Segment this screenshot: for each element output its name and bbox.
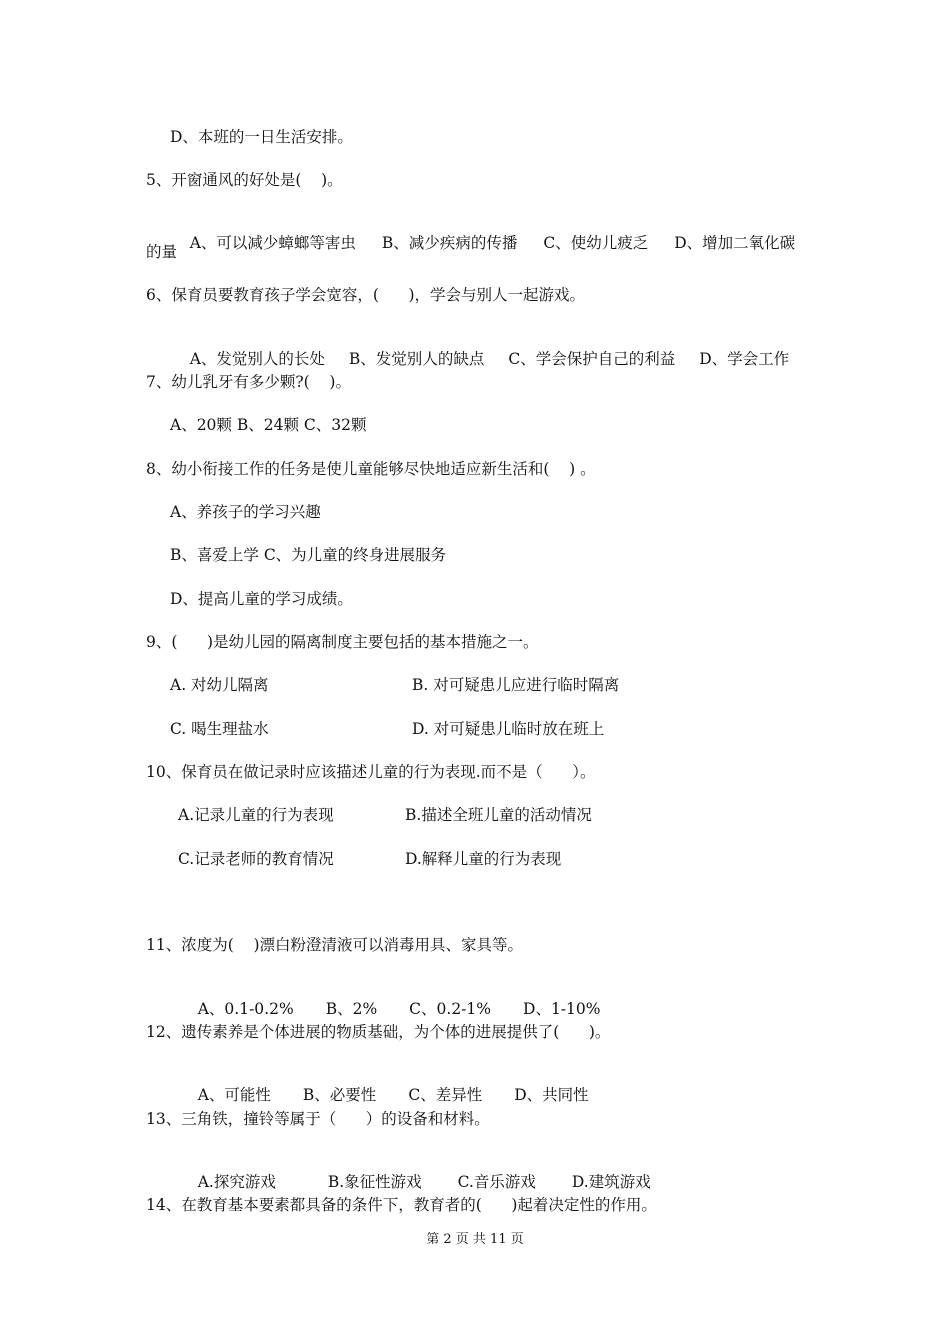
q5-option-b: B、减少疾病的传播 (381, 234, 518, 252)
q10-option-c: C.记录老师的教育情况 (178, 850, 334, 868)
q9-option-c: C. 喝生理盐水 (170, 720, 269, 738)
page-footer: 第 2 页 共 11 页 (426, 1232, 524, 1247)
q5-option-d: D、增加二氧化碳 (674, 234, 796, 252)
q10-option-a: A.记录儿童的行为表现 (178, 806, 334, 824)
q11-stem: 11、浓度为( )漂白粉澄清液可以消毒用具、家具等。 (146, 936, 524, 954)
q5-option-c: C、使幼儿疲乏 (543, 234, 649, 252)
q5-option-d-wrap: 的量 (146, 243, 178, 261)
q5-option-a: A、可以减少蟑螂等害虫 (189, 234, 356, 252)
q11-option-b: B、2% (325, 1000, 378, 1018)
q8-option-d: D、提高儿童的学习成绩。 (170, 590, 353, 608)
q13-stem: 13、三角铁，撞铃等属于（ ）的设备和材料。 (146, 1110, 490, 1128)
q13-option-d: D.建筑游戏 (571, 1173, 651, 1191)
q12-option-c: C、差异性 (408, 1086, 483, 1104)
q13-option-a: A.探究游戏 (197, 1173, 276, 1191)
q9-stem: 9、( )是幼儿园的隔离制度主要包括的基本措施之一。 (146, 633, 539, 651)
q12-option-d: D、共同性 (514, 1086, 589, 1104)
q6-option-a: A、发觉别人的长处 (189, 350, 325, 368)
q9-option-b: B. 对可疑患儿应进行临时隔离 (412, 676, 620, 694)
q14-stem: 14、在教育基本要素都具备的条件下，教育者的( )起着决定性的作用。 (146, 1196, 657, 1214)
q11-option-d: D、1-10% (523, 1000, 601, 1018)
q13-option-c: C.音乐游戏 (457, 1173, 536, 1191)
q7-stem: 7、幼儿乳牙有多少颗?( )。 (146, 373, 351, 391)
q9-option-d: D. 对可疑患儿临时放在班上 (412, 720, 605, 738)
q8-option-a: A、养孩子的学习兴趣 (170, 503, 321, 521)
q4-option-d: D、本班的一日生活安排。 (170, 128, 353, 146)
q6-option-d: D、学会工作 (699, 350, 790, 368)
q6-stem: 6、保育员要教育孩子学会宽容，( )，学会与别人一起游戏。 (146, 286, 586, 304)
q10-stem: 10、保育员在做记录时应该描述儿童的行为表现.而不是（ ）。 (146, 763, 596, 781)
q7-options: A、20颗 B、24颗 C、32颗 (170, 416, 367, 434)
q11-option-c: C、0.2-1% (409, 1000, 492, 1018)
q12-stem: 12、遗传素养是个体进展的物质基础，为个体的进展提供了( )。 (146, 1023, 611, 1041)
q13-option-b: B.象征性游戏 (327, 1173, 422, 1191)
q12-option-a: A、可能性 (197, 1086, 271, 1104)
q8-stem: 8、幼小衔接工作的任务是使儿童能够尽快地适应新生活和( ) 。 (146, 460, 596, 478)
q5-stem: 5、开窗通风的好处是( )。 (146, 171, 343, 189)
q9-option-a: A. 对幼儿隔离 (170, 676, 269, 694)
q6-option-c: C、学会保护自己的利益 (508, 350, 676, 368)
q10-option-d: D.解释儿童的行为表现 (405, 850, 562, 868)
q10-option-b: B.描述全班儿童的活动情况 (405, 806, 592, 824)
q5-options (170, 213, 795, 273)
q12-option-b: B、必要性 (302, 1086, 377, 1104)
q6-option-b: B、发觉别人的缺点 (348, 350, 485, 368)
q8-option-bc: B、喜爱上学 C、为儿童的终身进展服务 (170, 546, 447, 564)
q11-option-a: A、0.1-0.2% (197, 1000, 294, 1018)
